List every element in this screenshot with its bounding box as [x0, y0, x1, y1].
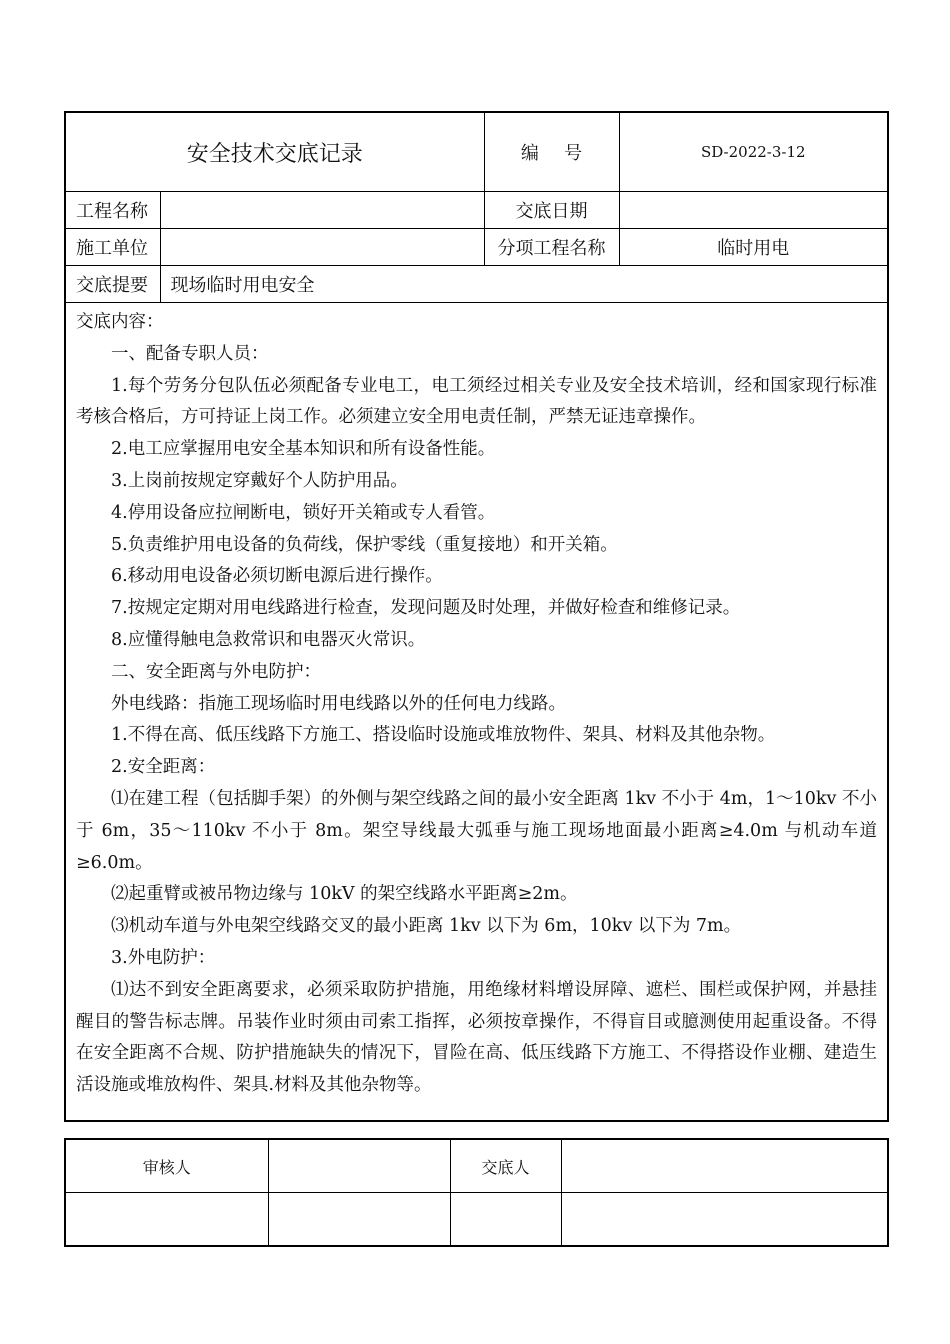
content-paragraph: ⑵起重臂或被吊物边缘与 10kV 的架空线路水平距离≥2m。	[111, 884, 578, 905]
content-paragraph: ⑴在建工程（包括脚手架）的外侧与架空线路之间的最小安全距离 1kv 不小于 4m，1～10kv 不小于 6m，35～110kv 不小于 8m。架空导线最大弧垂与施工现场地面最小距离≥4.0m 与机动车道≥6.0m。	[76, 788, 878, 873]
content-paragraph: 2.安全距离：	[111, 757, 216, 778]
sub-project-label: 分项工程名称	[484, 229, 619, 266]
reviewer-label: 审核人	[65, 1139, 268, 1193]
project-name-label: 工程名称	[65, 192, 160, 229]
content-paragraph: 4.停用设备应拉闸断电，锁好开关箱或专人看管。	[111, 502, 496, 523]
sub-project-value: 临时用电	[619, 229, 888, 266]
content-paragraph: 5.负责维护用电设备的负荷线，保护零线（重复接地）和开关箱。	[111, 534, 618, 555]
content-paragraph: 8.应懂得触电急救常识和电器灭火常识。	[111, 629, 426, 650]
unit-field[interactable]	[160, 229, 484, 266]
content-paragraph: ⑴达不到安全距离要求，必须采取防护措施，用绝缘材料增设屏障、遮栏、围栏或保护网，并悬挂醒目的警告标志牌。吊装作业时须由司索工指挥，必须按章操作，不得盲目或臆测使用起重设备。不得在安全距离不合规、防护措施缺失的情况下，冒险在高、低压线路下方施工、不得搭设作业棚、建造生活设施或堆放构件、架具.材料及其他杂物等。	[76, 979, 878, 1096]
reviewer-signature-cell[interactable]	[268, 1193, 450, 1247]
content-paragraph: 外电线路：指施工现场临时用电线路以外的任何电力线路。	[111, 693, 566, 714]
record-table	[64, 111, 889, 1122]
content-body	[65, 303, 888, 1121]
document-title: 安全技术交底记录	[65, 112, 484, 192]
presenter-signature-cell[interactable]	[450, 1193, 561, 1247]
date-field[interactable]	[619, 192, 888, 229]
presenter-signature-cell[interactable]	[561, 1193, 888, 1247]
content-paragraph: 6.移动用电设备必须切断电源后进行操作。	[111, 566, 443, 587]
number-value: SD-2022-3-12	[619, 112, 888, 192]
summary-value: 现场临时用电安全	[160, 266, 888, 303]
content-paragraph: 7.按规定定期对用电线路进行检查，发现问题及时处理，并做好检查和维修记录。	[111, 598, 741, 619]
presenter-label: 交底人	[450, 1139, 561, 1193]
content-heading: 交底内容：	[76, 312, 164, 332]
reviewer-field[interactable]	[268, 1139, 450, 1193]
presenter-field[interactable]	[561, 1139, 888, 1193]
content-paragraph: 2.电工应掌握用电安全基本知识和所有设备性能。	[111, 439, 496, 460]
reviewer-signature-cell[interactable]	[65, 1193, 268, 1247]
unit-label: 施工单位	[65, 229, 160, 266]
content-paragraph: 3.外电防护：	[111, 947, 216, 968]
number-label: 编号	[484, 112, 619, 192]
signature-table	[64, 1138, 889, 1247]
project-name-field[interactable]	[160, 192, 484, 229]
content-paragraph: 3.上岗前按规定穿戴好个人防护用品。	[111, 470, 408, 491]
content-paragraph: 二、安全距离与外电防护：	[111, 661, 321, 682]
content-paragraph: 1.不得在高、低压线路下方施工、搭设临时设施或堆放物件、架具、材料及其他杂物。	[111, 725, 776, 746]
content-paragraph: 1.每个劳务分包队伍必须配备专业电工，电工须经过相关专业及安全技术培训，经和国家现行标准考核合格后，方可持证上岗工作。必须建立安全用电责任制，严禁无证违章操作。	[76, 375, 878, 428]
content-paragraph: ⑶机动车道与外电架空线路交叉的最小距离 1kv 以下为 6m，10kv 以下为 7m。	[111, 916, 742, 937]
content-paragraph: 一、配备专职人员：	[111, 343, 269, 364]
date-label: 交底日期	[484, 192, 619, 229]
summary-label: 交底提要	[65, 266, 160, 303]
